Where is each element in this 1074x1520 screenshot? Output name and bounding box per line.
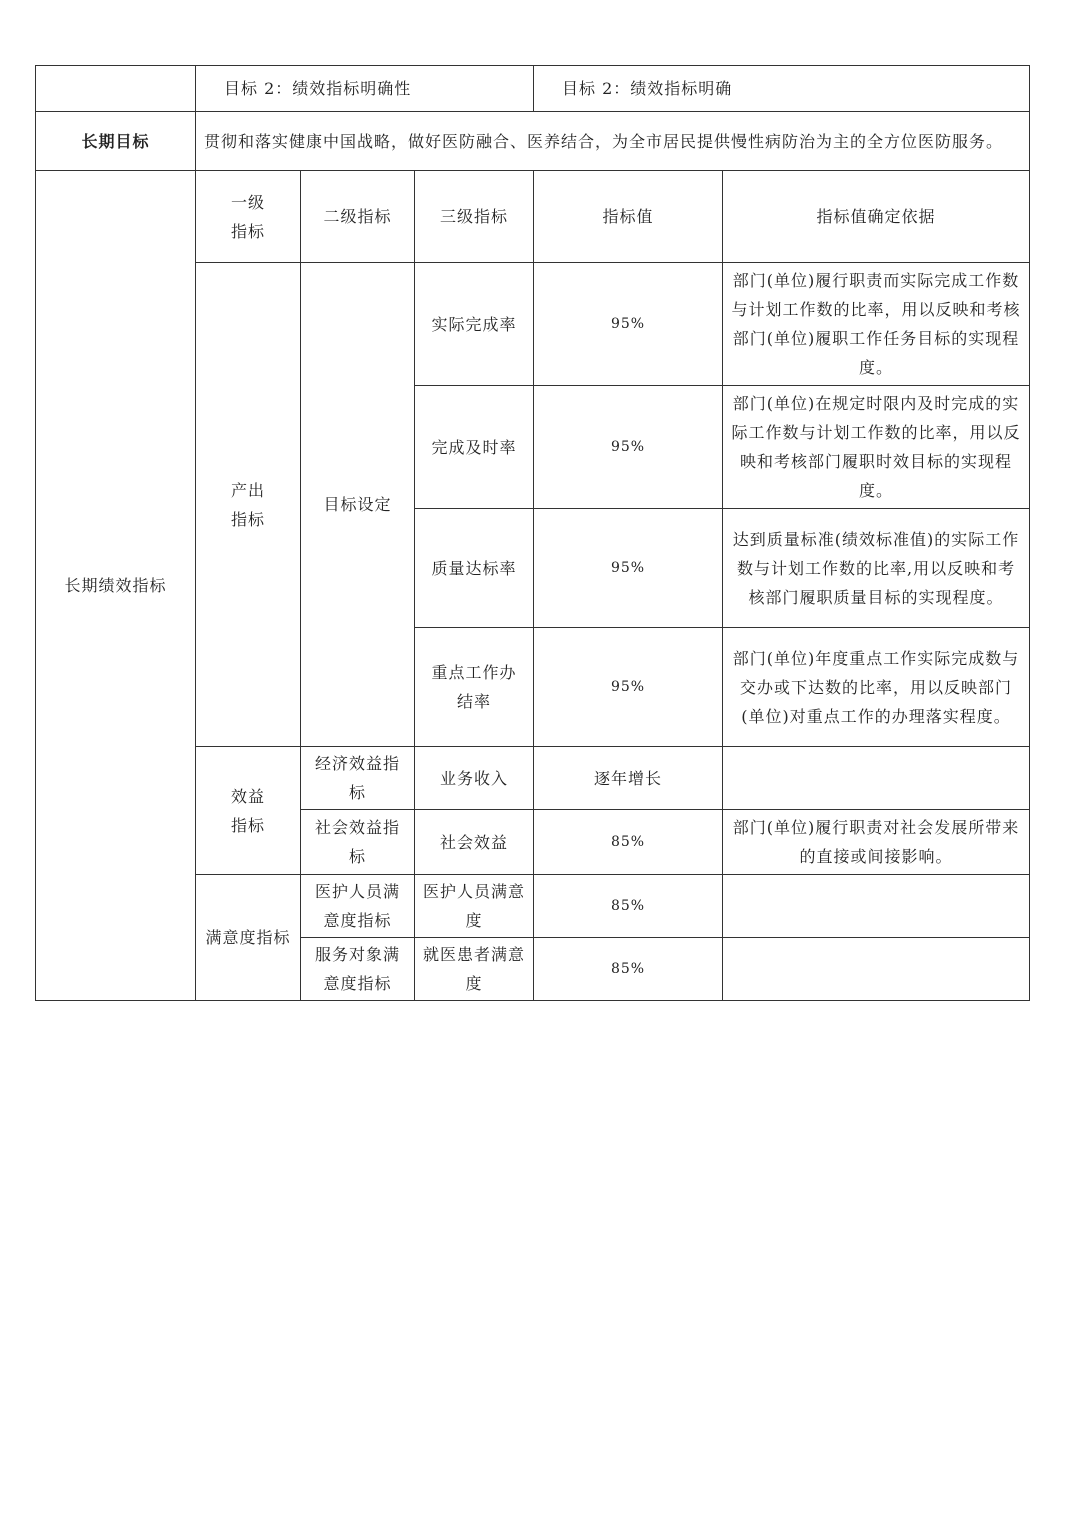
output-level3: 质量达标率 (415, 509, 534, 628)
goal-left-cell: 目标 2：绩效指标明确性 (196, 66, 534, 112)
benefit-basis (723, 747, 1030, 810)
document-page (35, 65, 1029, 1001)
goal-row-empty-cell (36, 66, 196, 112)
goal-right-cell: 目标 2：绩效指标明确 (534, 66, 1030, 112)
header-level2: 二级指标 (301, 171, 415, 263)
benefit-value: 85% (534, 810, 723, 875)
satisfaction-level2: 医护人员满意度指标 (301, 875, 415, 938)
satisfaction-value: 85% (534, 875, 723, 938)
long-term-goal-row (36, 112, 1030, 171)
long-term-goal-text: 贯彻和落实健康中国战略，做好医防融合、医养结合，为全市居民提供慢性病防治为主的全方位医防服务。 (196, 112, 1030, 171)
header-basis: 指标值确定依据 (723, 171, 1030, 263)
output-value: 95% (534, 509, 723, 628)
benefit-basis: 部门(单位)履行职责对社会发展所带来的直接或间接影响。 (723, 810, 1030, 875)
satisfaction-level2: 服务对象满意度指标 (301, 938, 415, 1001)
satisfaction-level1: 满意度指标 (196, 875, 301, 1001)
output-value: 95% (534, 386, 723, 509)
header-row (36, 171, 1030, 263)
output-level1: 产出 指标 (196, 263, 301, 747)
output-level3: 实际完成率 (415, 263, 534, 386)
performance-table (35, 65, 1030, 1001)
header-level1: 一级 指标 (196, 171, 301, 263)
benefit-level1: 效益 指标 (196, 747, 301, 875)
benefit-level3: 业务收入 (415, 747, 534, 810)
section-label: 长期绩效指标 (36, 171, 196, 1001)
benefit-level3: 社会效益 (415, 810, 534, 875)
benefit-level2: 社会效益指标 (301, 810, 415, 875)
satisfaction-basis (723, 938, 1030, 1001)
long-term-goal-label: 长期目标 (36, 112, 196, 171)
output-level2: 目标设定 (301, 263, 415, 747)
output-basis: 部门(单位)履行职责而实际完成工作数与计划工作数的比率，用以反映和考核部门(单位)履职工作任务目标的实现程度。 (723, 263, 1030, 386)
goal-row (36, 66, 1030, 112)
output-value: 95% (534, 263, 723, 386)
header-value: 指标值 (534, 171, 723, 263)
output-basis: 部门(单位)年度重点工作实际完成数与交办或下达数的比率，用以反映部门(单位)对重点工作的办理落实程度。 (723, 628, 1030, 747)
benefit-level2: 经济效益指标 (301, 747, 415, 810)
output-basis: 部门(单位)在规定时限内及时完成的实际工作数与计划工作数的比率，用以反映和考核部门履职时效目标的实现程度。 (723, 386, 1030, 509)
output-level3: 重点工作办结率 (415, 628, 534, 747)
satisfaction-level3: 医护人员满意度 (415, 875, 534, 938)
satisfaction-level3: 就医患者满意度 (415, 938, 534, 1001)
output-basis: 达到质量标准(绩效标准值)的实际工作数与计划工作数的比率,用以反映和考核部门履职质量目标的实现程度。 (723, 509, 1030, 628)
output-level3: 完成及时率 (415, 386, 534, 509)
header-level3: 三级指标 (415, 171, 534, 263)
satisfaction-basis (723, 875, 1030, 938)
benefit-value: 逐年增长 (534, 747, 723, 810)
satisfaction-value: 85% (534, 938, 723, 1001)
output-value: 95% (534, 628, 723, 747)
